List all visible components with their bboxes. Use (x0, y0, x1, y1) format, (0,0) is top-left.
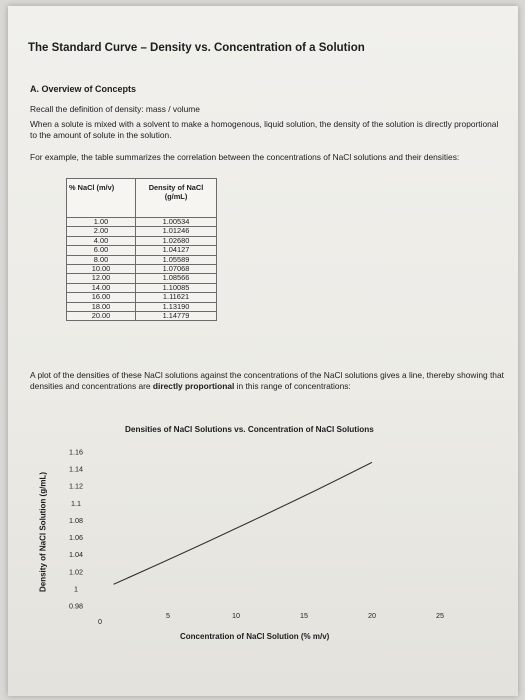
paragraph-plot-bold: directly proportional (152, 381, 235, 391)
table-cell-concentration: 1.00 (67, 218, 136, 227)
y-tick-label: 1 (74, 584, 78, 594)
table-cell-density: 1.02680 (136, 236, 217, 245)
document-page (8, 6, 518, 696)
table-cell-concentration: 12.00 (67, 274, 136, 283)
density-chart (8, 6, 518, 696)
table-cell-density: 1.04127 (136, 246, 217, 255)
table-cell-concentration: 16.00 (67, 293, 136, 302)
y-tick-label: 1.02 (69, 567, 83, 577)
y-tick-label: 1.08 (69, 515, 83, 525)
section-heading: A. Overview of Concepts (30, 84, 137, 94)
table-cell-density: 1.10085 (136, 283, 217, 292)
recall-text: Recall the definition of density: mass / volume (30, 104, 200, 114)
table-cell-density: 1.07068 (136, 265, 217, 274)
page-title: The Standard Curve – Density vs. Concentration of a Solution (28, 42, 365, 54)
x-tick-label: 10 (232, 611, 240, 620)
paragraph-plot-text-end: in this range of concentrations: (234, 381, 351, 391)
table-header-density: Density of NaCl (g/mL) (136, 179, 217, 218)
x-tick-label: 20 (368, 611, 376, 620)
y-tick-label: 0.98 (69, 601, 83, 611)
y-tick-label: 1.12 (69, 481, 83, 491)
table-cell-density: 1.14779 (136, 312, 217, 321)
table-cell-concentration: 18.00 (67, 302, 136, 311)
paragraph-table-intro: For example, the table summarizes the correlation between the concentrations of NaCl solutions and their densities: (30, 152, 460, 162)
x-tick-label: 5 (166, 611, 170, 620)
y-tick-label: 1.06 (69, 533, 83, 543)
table-cell-density: 1.01246 (136, 227, 217, 236)
x-tick-label: 15 (300, 611, 308, 620)
table-cell-concentration: 2.00 (67, 227, 136, 236)
x-tick-label: 0 (98, 617, 102, 626)
chart-x-axis-label: Concentration of NaCl Solution (% m/v) (180, 632, 330, 641)
y-tick-label: 1.14 (69, 464, 83, 474)
table-cell-concentration: 10.00 (67, 265, 136, 274)
table-cell-concentration: 14.00 (67, 283, 136, 292)
paragraph-plot-text: A plot of the densities of these NaCl solutions against the concentrations of the NaCl solutions gives a line, thereby showing that densities and concentrations are (30, 370, 504, 391)
table-cell-density: 1.13190 (136, 302, 217, 311)
x-tick-label: 25 (436, 611, 444, 620)
y-tick-label: 1.16 (69, 447, 83, 457)
paragraph-density-proportional: When a solute is mixed with a solvent to make a homogenous, liquid solution, the density of the solution is directly proportional to the amount of solute in the solution. (30, 119, 499, 140)
table-cell-density: 1.11621 (136, 293, 217, 302)
chart-title: Densities of NaCl Solutions vs. Concentration of NaCl Solutions (125, 425, 374, 434)
y-tick-label: 1.04 (69, 550, 83, 560)
table-cell-density: 1.00534 (136, 218, 217, 227)
chart-y-axis-label: Density of NaCl Solution (g/mL) (38, 472, 48, 592)
table-cell-density: 1.05589 (136, 255, 217, 264)
table-cell-concentration: 20.00 (67, 312, 136, 321)
table-cell-concentration: 6.00 (67, 246, 136, 255)
table-cell-concentration: 4.00 (67, 236, 136, 245)
y-tick-label: 1.1 (71, 498, 81, 508)
table-cell-concentration: 8.00 (67, 255, 136, 264)
table-header-concentration: % NaCl (m/v) (67, 179, 136, 218)
density-series-line (114, 462, 372, 584)
table-cell-density: 1.08566 (136, 274, 217, 283)
